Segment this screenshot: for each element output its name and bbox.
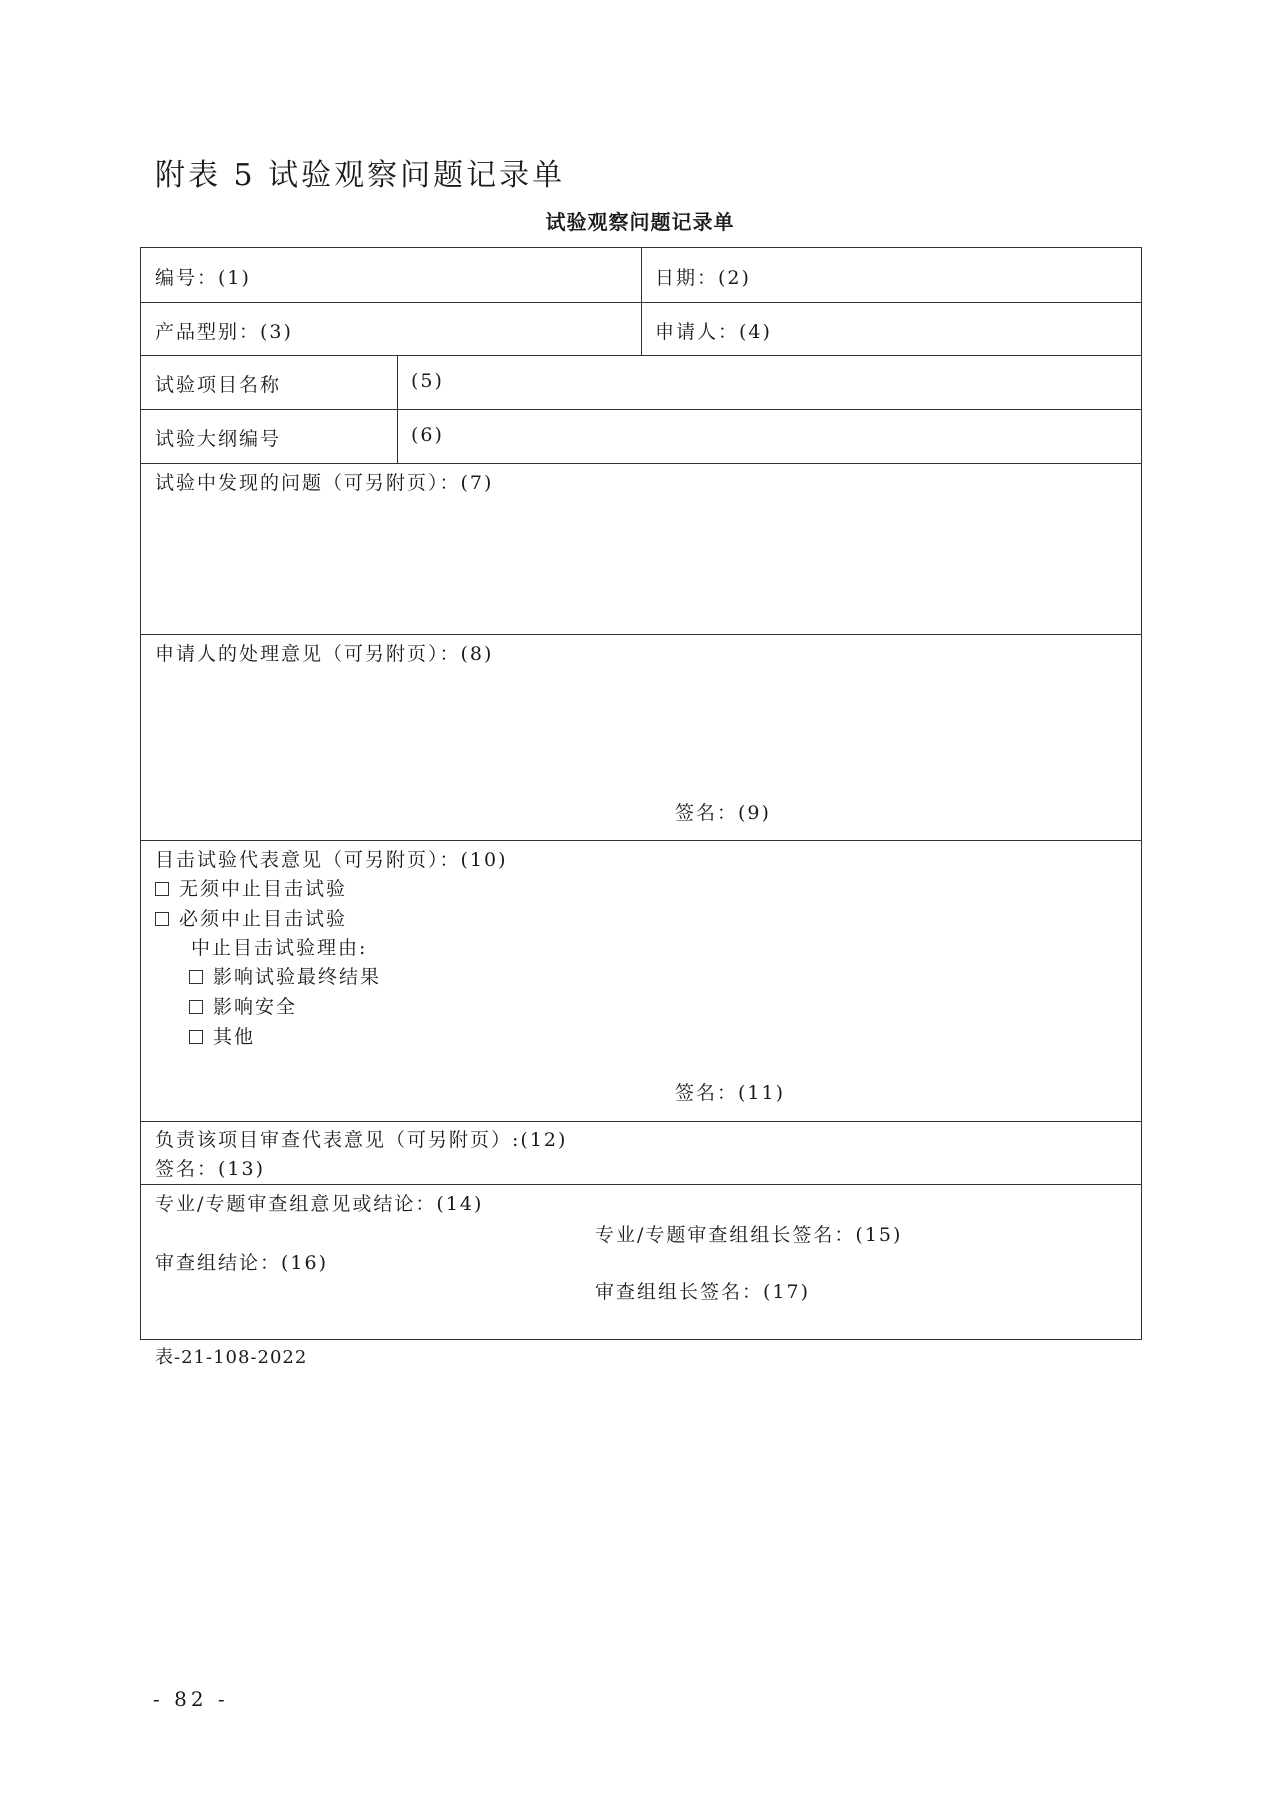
checkbox[interactable] [189,1030,203,1044]
group-opinion-label: 专业/专题审查组意见或结论：(14) [155,1193,484,1215]
form-code: 表-21-108-2022 [155,1347,308,1368]
option-no-stop [155,874,347,901]
serial-no-field: 编号：(1) [155,267,251,289]
product-model-field: 产品型别：(3) [155,321,293,343]
row-divider [141,409,1141,410]
option-stop-label: 必须中止目击试验 [179,908,348,930]
row-divider [141,634,1141,635]
applicant-field: 申请人：(4) [655,321,772,343]
page-number: - 82 - [153,1687,229,1711]
row-divider [141,355,1141,356]
witness-opinion-label: 目击试验代表意见（可另附页）：(10) [155,849,508,871]
group-leader-signature: 专业/专题审查组组长签名：(15) [595,1224,903,1246]
checkbox[interactable] [189,970,203,984]
reason-other [189,1022,255,1049]
option-stop [155,904,347,931]
checkbox[interactable] [189,1000,203,1014]
problems-found-label: 试验中发现的问题（可另附页）：(7) [155,472,494,494]
row-divider [141,1184,1141,1185]
signature-11: 签名：(11) [675,1082,786,1104]
row-divider [141,840,1141,841]
applicant-opinion-label: 申请人的处理意见（可另附页）：(8) [155,643,494,665]
checkbox[interactable] [155,912,169,926]
date-field: 日期：(2) [655,267,751,289]
stop-reason-label: 中止目击试验理由: [191,937,368,959]
reason-final-result-label: 影响试验最终结果 [213,966,382,988]
signature-9: 签名：(9) [675,802,771,824]
reviewer-opinion-label: 负责该项目审查代表意见（可另附页）:(12) [155,1129,568,1151]
outline-no-label: 试验大纲编号 [155,428,282,450]
row-divider [141,1121,1141,1122]
group-conclusion-label: 审查组结论：(16) [155,1252,329,1274]
outline-no-value: (6) [411,424,444,446]
column-divider [397,355,398,463]
record-form-table [140,247,1142,1340]
test-item-label: 试验项目名称 [155,374,282,396]
review-group-leader-signature: 审查组组长签名：(17) [595,1281,811,1303]
test-item-value: (5) [411,370,444,392]
reason-final-result [189,962,381,989]
reason-safety-label: 影响安全 [213,996,298,1018]
form-title: 试验观察问题记录单 [545,210,735,234]
row-divider [141,463,1141,464]
checkbox[interactable] [155,882,169,896]
signature-13: 签名：(13) [155,1158,266,1180]
option-no-stop-label: 无须中止目击试验 [179,878,348,900]
appendix-title: 附表 5 试验观察问题记录单 [155,158,566,193]
reason-safety [189,992,297,1019]
column-divider [641,248,642,355]
reason-other-label: 其他 [213,1026,256,1048]
